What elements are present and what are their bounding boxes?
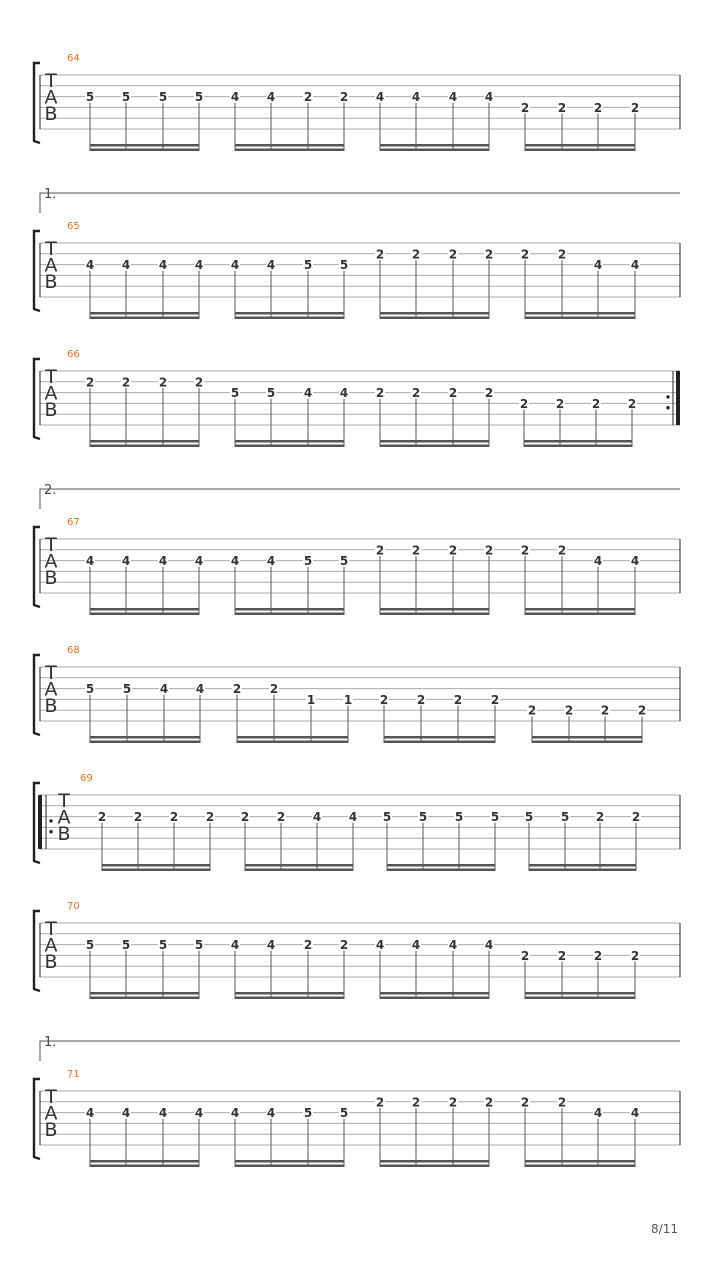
fret-number: 5: [121, 90, 131, 105]
tab-clef-letter: A: [44, 678, 58, 701]
fret-number: 4: [375, 90, 385, 105]
fret-number: 4: [303, 386, 313, 401]
fret-number: 4: [266, 1106, 276, 1121]
fret-number: 2: [593, 948, 603, 963]
tab-clef-letter: B: [44, 695, 58, 717]
fret-number: 4: [230, 258, 240, 273]
beam: [90, 317, 199, 320]
measure-number: 70: [67, 901, 80, 912]
beam: [90, 997, 199, 1000]
fret-number: 2: [375, 247, 385, 262]
system-bracket: [34, 231, 40, 311]
beam: [380, 1160, 489, 1163]
fret-number: 2: [564, 703, 574, 718]
fret-number: 4: [230, 1106, 240, 1121]
beam: [532, 741, 642, 744]
beam: [90, 736, 200, 739]
fret-number: 5: [85, 682, 95, 697]
fret-number: 5: [418, 810, 428, 825]
fret-number: 2: [520, 1095, 530, 1110]
tab-clef-letter: B: [44, 271, 58, 293]
tab-clef-letter: T: [45, 662, 57, 684]
fret-number: 1: [343, 692, 353, 707]
beam: [235, 440, 344, 443]
fret-number: 2: [411, 247, 421, 262]
beam: [235, 144, 344, 147]
beam: [90, 144, 199, 147]
fret-number: 2: [490, 692, 500, 707]
beam: [525, 992, 635, 995]
fret-number: 2: [519, 396, 529, 411]
beam: [380, 997, 489, 1000]
fret-number: 2: [303, 90, 313, 105]
system-bracket: [34, 911, 40, 991]
beam: [525, 1165, 635, 1168]
fret-number: 2: [591, 396, 601, 411]
fret-number: 2: [557, 1095, 567, 1110]
fret-number: 2: [484, 1095, 494, 1110]
fret-number: 4: [266, 90, 276, 105]
fret-number: 2: [520, 247, 530, 262]
fret-number: 2: [240, 810, 250, 825]
system-bracket: [34, 359, 40, 439]
beam: [380, 992, 489, 995]
fret-number: 2: [411, 1095, 421, 1110]
volta-label: 2.: [44, 483, 57, 498]
fret-number: 4: [593, 258, 603, 273]
fret-number: 2: [448, 543, 458, 558]
fret-number: 2: [527, 703, 537, 718]
fret-number: 2: [631, 810, 641, 825]
beam: [525, 613, 635, 616]
beam: [380, 445, 489, 448]
fret-number: 2: [520, 100, 530, 115]
system-66: [34, 349, 680, 447]
fret-number: 4: [630, 258, 640, 273]
beam: [532, 736, 642, 739]
fret-number: 5: [85, 938, 95, 953]
fret-number: 2: [133, 810, 143, 825]
system-bracket: [34, 655, 40, 735]
beam: [524, 445, 632, 448]
fret-number: 4: [266, 258, 276, 273]
fret-number: 4: [448, 90, 458, 105]
fret-number: 4: [158, 1106, 168, 1121]
repeat-dot: [49, 819, 52, 822]
fret-number: 4: [230, 554, 240, 569]
beam: [235, 997, 344, 1000]
fret-number: 4: [158, 258, 168, 273]
beam: [90, 992, 199, 995]
fret-number: 2: [484, 386, 494, 401]
measure-number: 64: [67, 53, 80, 64]
beam: [245, 864, 353, 867]
beam: [235, 317, 344, 320]
volta-label: 1.: [44, 1035, 57, 1050]
fret-number: 2: [448, 386, 458, 401]
repeat-dot: [666, 395, 669, 398]
beam: [237, 741, 348, 744]
system-bracket: [34, 527, 40, 607]
fret-number: 2: [416, 692, 426, 707]
beam: [380, 149, 489, 152]
tab-clef-letter: T: [58, 790, 70, 812]
beam: [235, 445, 344, 448]
fret-number: 2: [600, 703, 610, 718]
fret-number: 2: [557, 247, 567, 262]
beam: [529, 864, 636, 867]
fret-number: 4: [230, 90, 240, 105]
beam: [235, 992, 344, 995]
fret-number: 4: [194, 1106, 204, 1121]
measure-number: 65: [67, 221, 80, 232]
repeat-dot: [666, 406, 669, 409]
fret-number: 4: [375, 938, 385, 953]
fret-number: 2: [630, 100, 640, 115]
fret-number: 2: [269, 682, 279, 697]
beam: [90, 440, 199, 443]
beam: [245, 869, 353, 872]
fret-number: 1: [306, 692, 316, 707]
fret-number: 4: [593, 554, 603, 569]
beam: [380, 1165, 489, 1168]
page-number: 8/11: [651, 1222, 678, 1236]
fret-number: 4: [411, 90, 421, 105]
beam: [525, 997, 635, 1000]
fret-number: 5: [339, 1106, 349, 1121]
beam: [380, 608, 489, 611]
tab-clef-letter: T: [45, 918, 57, 940]
fret-number: 2: [97, 810, 107, 825]
beam: [90, 613, 199, 616]
tab-clef-letter: A: [44, 86, 58, 109]
beam: [90, 1165, 199, 1168]
fret-number: 2: [158, 375, 168, 390]
tab-clef-letter: A: [44, 382, 58, 405]
fret-number: 4: [194, 258, 204, 273]
tab-clef-letter: T: [45, 534, 57, 556]
beam: [90, 312, 199, 315]
fret-number: 4: [630, 1106, 640, 1121]
fret-number: 2: [339, 90, 349, 105]
fret-number: 2: [637, 703, 647, 718]
fret-number: 5: [158, 90, 168, 105]
system-64: [34, 53, 680, 151]
fret-number: 2: [557, 948, 567, 963]
tab-clef-letter: A: [44, 1102, 58, 1125]
fret-number: 4: [266, 554, 276, 569]
fret-number: 2: [379, 692, 389, 707]
beam: [90, 445, 199, 448]
beam: [525, 312, 635, 315]
fret-number: 2: [520, 543, 530, 558]
fret-number: 2: [593, 100, 603, 115]
fret-number: 4: [85, 258, 95, 273]
measure-number: 66: [67, 349, 80, 360]
volta-bracket: [40, 489, 680, 509]
beam: [525, 1160, 635, 1163]
tab-clef-letter: A: [44, 934, 58, 957]
fret-number: 2: [339, 938, 349, 953]
fret-number: 4: [630, 554, 640, 569]
fret-number: 5: [560, 810, 570, 825]
fret-number: 2: [555, 396, 565, 411]
fret-number: 2: [411, 543, 421, 558]
system-67: [34, 483, 680, 615]
repeat-end-thick-bar: [676, 371, 680, 425]
repeat-start-thick-bar: [38, 795, 42, 849]
system-bracket: [34, 1079, 40, 1159]
beam: [384, 736, 495, 739]
measure-number: 67: [67, 517, 80, 528]
beam: [102, 864, 210, 867]
fret-number: 4: [339, 386, 349, 401]
beam: [235, 1165, 344, 1168]
beam: [380, 144, 489, 147]
system-70: [34, 901, 680, 999]
system-69: [34, 773, 680, 871]
tab-clef-letter: T: [45, 366, 57, 388]
fret-number: 4: [121, 258, 131, 273]
fret-number: 5: [121, 938, 131, 953]
beam: [380, 613, 489, 616]
tab-clef-letter: T: [45, 1086, 57, 1108]
fret-number: 5: [339, 258, 349, 273]
fret-number: 2: [411, 386, 421, 401]
fret-number: 4: [121, 1106, 131, 1121]
fret-number: 5: [303, 1106, 313, 1121]
fret-number: 5: [122, 682, 132, 697]
beam: [384, 741, 495, 744]
fret-number: 2: [375, 1095, 385, 1110]
fret-number: 4: [194, 554, 204, 569]
fret-number: 2: [276, 810, 286, 825]
tab-clef-letter: T: [45, 238, 57, 260]
fret-number: 4: [312, 810, 322, 825]
tab-clef-letter: B: [44, 399, 58, 421]
beam: [380, 440, 489, 443]
fret-number: 5: [303, 554, 313, 569]
fret-number: 2: [375, 386, 385, 401]
measure-number: 69: [80, 773, 93, 784]
tab-clef-letter: B: [44, 567, 58, 589]
beam: [90, 149, 199, 152]
beam: [102, 869, 210, 872]
fret-number: 2: [169, 810, 179, 825]
beam: [525, 144, 635, 147]
measure-number: 68: [67, 645, 80, 656]
beam: [525, 149, 635, 152]
fret-number: 4: [85, 1106, 95, 1121]
tab-clef-letter: B: [57, 823, 71, 845]
fret-number: 2: [627, 396, 637, 411]
fret-number: 2: [205, 810, 215, 825]
fret-number: 2: [448, 247, 458, 262]
tab-clef-letter: T: [45, 70, 57, 92]
fret-number: 4: [195, 682, 205, 697]
fret-number: 2: [484, 247, 494, 262]
fret-number: 4: [158, 554, 168, 569]
beam: [525, 317, 635, 320]
beam: [235, 608, 344, 611]
beam: [235, 312, 344, 315]
fret-number: 2: [448, 1095, 458, 1110]
fret-number: 5: [266, 386, 276, 401]
fret-number: 2: [85, 375, 95, 390]
measure-number: 71: [67, 1069, 80, 1080]
beam: [90, 608, 199, 611]
fret-number: 4: [266, 938, 276, 953]
fret-number: 2: [520, 948, 530, 963]
fret-number: 5: [454, 810, 464, 825]
beam: [529, 869, 636, 872]
beam: [90, 1160, 199, 1163]
beam: [235, 613, 344, 616]
fret-number: 2: [375, 543, 385, 558]
beam: [235, 1160, 344, 1163]
beam: [380, 317, 489, 320]
fret-number: 4: [448, 938, 458, 953]
beam: [524, 440, 632, 443]
tab-clef-letter: B: [44, 1119, 58, 1141]
fret-number: 5: [524, 810, 534, 825]
system-bracket: [34, 63, 40, 143]
fret-number: 4: [85, 554, 95, 569]
fret-number: 4: [411, 938, 421, 953]
fret-number: 2: [557, 543, 567, 558]
beam: [525, 608, 635, 611]
fret-number: 2: [232, 682, 242, 697]
fret-number: 4: [230, 938, 240, 953]
fret-number: 2: [453, 692, 463, 707]
fret-number: 5: [382, 810, 392, 825]
fret-number: 4: [593, 1106, 603, 1121]
fret-number: 2: [557, 100, 567, 115]
fret-number: 5: [194, 90, 204, 105]
volta-bracket: [40, 193, 680, 213]
system-65: [34, 187, 680, 319]
beam: [380, 312, 489, 315]
volta-bracket: [40, 1041, 680, 1061]
fret-number: 4: [121, 554, 131, 569]
fret-number: 4: [484, 938, 494, 953]
fret-number: 2: [121, 375, 131, 390]
fret-number: 4: [348, 810, 358, 825]
fret-number: 5: [85, 90, 95, 105]
fret-number: 5: [490, 810, 500, 825]
fret-number: 2: [303, 938, 313, 953]
beam: [387, 869, 495, 872]
tab-clef-letter: B: [44, 951, 58, 973]
fret-number: 5: [158, 938, 168, 953]
beam: [387, 864, 495, 867]
fret-number: 2: [484, 543, 494, 558]
fret-number: 2: [194, 375, 204, 390]
fret-number: 2: [595, 810, 605, 825]
tab-clef-letter: A: [44, 254, 58, 277]
fret-number: 5: [230, 386, 240, 401]
tab-clef-letter: A: [44, 550, 58, 573]
fret-number: 2: [630, 948, 640, 963]
fret-number: 5: [194, 938, 204, 953]
tab-clef-letter: A: [57, 806, 71, 829]
beam: [235, 149, 344, 152]
tab-clef-letter: B: [44, 103, 58, 125]
system-68: [34, 645, 680, 743]
repeat-dot: [49, 830, 52, 833]
fret-number: 4: [159, 682, 169, 697]
system-71: [34, 1035, 680, 1167]
fret-number: 5: [303, 258, 313, 273]
volta-label: 1.: [44, 187, 57, 202]
beam: [237, 736, 348, 739]
fret-number: 5: [339, 554, 349, 569]
beam: [90, 741, 200, 744]
fret-number: 4: [484, 90, 494, 105]
